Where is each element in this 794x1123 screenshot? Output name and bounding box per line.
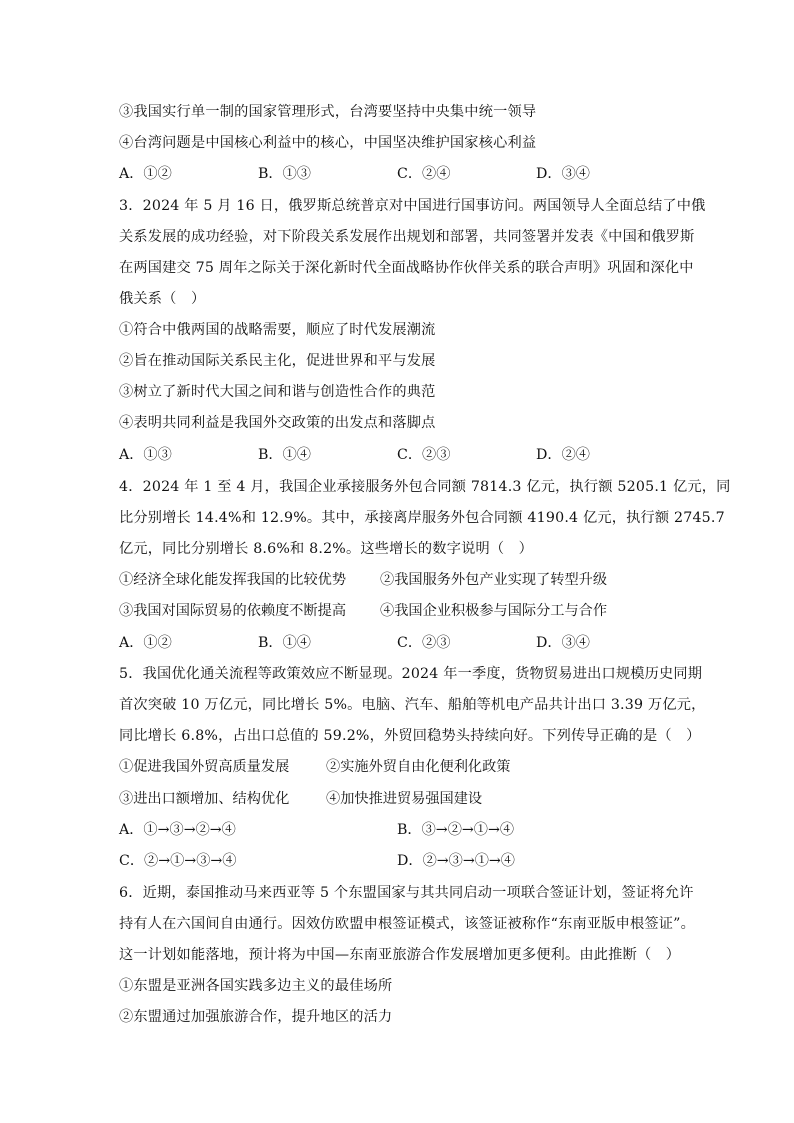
q5-option-b: B．③→②→①→④ (397, 822, 515, 838)
q4-stem-line-2: 比分别增长 14.4%和 12.9%。其中，承接离岸服务外包合同额 4190.4 亿元，执行额 2745.7 (119, 510, 725, 526)
q3-option-b: B．①④ (258, 447, 311, 463)
q4-option-c: C．②③ (397, 635, 451, 651)
q5-option-c: C．②→①→③→④ (119, 853, 237, 869)
q3-statement-3: ③树立了新时代大国之间和谐与创造性合作的典范 (119, 384, 436, 400)
q5-statement-3: ③进出口额增加、结构优化 (119, 791, 290, 807)
q3-statement-2: ②旨在推动国际关系民主化，促进世界和平与发展 (119, 353, 436, 369)
q2-option-c: C．②④ (397, 166, 451, 182)
q4-statement-1: ①经济全球化能发挥我国的比较优势 (119, 572, 347, 588)
q5-statement-2: ②实施外贸自由化便利化政策 (326, 759, 511, 775)
q5-statement-1: ①促进我国外贸高质量发展 (119, 759, 290, 775)
q3-option-c: C．②③ (397, 447, 451, 463)
q2-option-a: A．①② (119, 166, 172, 182)
q2-option-b: B．①③ (258, 166, 311, 182)
q5-statement-4: ④加快推进贸易强国建设 (326, 791, 483, 807)
q4-statement-3: ③我国对国际贸易的依赖度不断提高 (119, 603, 347, 619)
q3-stem-line-2: 关系发展的成功经验，对下阶段关系发展作出规划和部署，共同签署并发表《中国和俄罗斯 (119, 229, 695, 245)
q2-option-d: D．③④ (536, 166, 590, 182)
q3-option-d: D．②④ (536, 447, 590, 463)
q6-stem-line-1: 6．近期，泰国推动马来西亚等 5 个东盟国家与其共同启动一项联合签证计划，签证将允许 (119, 885, 694, 901)
q3-stem-line-4: 俄关系（ ） (119, 291, 206, 307)
q2-statement-3: ③我国实行单一制的国家管理形式，台湾要坚持中央集中统一领导 (119, 104, 537, 120)
q4-option-d: D．③④ (536, 635, 590, 651)
q6-statement-1: ①东盟是亚洲各国实践多边主义的最佳场所 (119, 978, 393, 994)
q5-stem-line-1: 5．我国优化通关流程等政策效应不断显现。2024 年一季度，货物贸易进出口规模历史同期 (119, 666, 703, 682)
q4-option-b: B．①④ (258, 635, 311, 651)
q4-stem-line-3: 亿元，同比分别增长 8.6%和 8.2%。这些增长的数字说明（ ） (119, 541, 534, 557)
q4-stem-line-1: 4．2024 年 1 至 4 月，我国企业承接服务外包合同额 7814.3 亿元，执行额 5205.1 亿元，同 (119, 479, 731, 495)
q3-statement-4: ④表明共同利益是我国外交政策的出发点和落脚点 (119, 415, 436, 431)
q3-stem-line-1: 3．2024 年 5 月 16 日，俄罗斯总统普京对中国进行国事访问。两国领导人全面总结了中俄 (119, 198, 706, 214)
q6-stem-line-2: 持有人在六国间自由通行。因效仿欧盟申根签证模式，该签证被称作“东南亚版申根签证”。 (119, 916, 696, 932)
q3-stem-line-3: 在两国建交 75 周年之际关于深化新时代全面战略协作伙伴关系的联合声明》巩固和深化中 (119, 260, 694, 276)
q6-stem-line-3: 这一计划如能落地，预计将为中国—东南亚旅游合作发展增加更多便利。由此推断（ ） (119, 947, 681, 963)
q3-statement-1: ①符合中俄两国的战略需要，顺应了时代发展潮流 (119, 322, 436, 338)
q5-option-d: D．②→③→①→④ (397, 853, 515, 869)
q2-statement-4: ④台湾问题是中国核心利益中的核心，中国坚决维护国家核心利益 (119, 135, 537, 151)
q4-option-a: A．①② (119, 635, 172, 651)
q4-statement-2: ②我国服务外包产业实现了转型升级 (380, 572, 608, 588)
q5-stem-line-3: 同比增长 6.8%，占出口总值的 59.2%，外贸回稳势头持续向好。下列传导正确的是（ ） (119, 728, 701, 744)
q6-statement-2: ②东盟通过加强旅游合作，提升地区的活力 (119, 1009, 393, 1025)
q5-option-a: A．①→③→②→④ (119, 822, 236, 838)
q3-option-a: A．①③ (119, 447, 172, 463)
q5-stem-line-2: 首次突破 10 万亿元，同比增长 5%。电脑、汽车、船舶等机电产品共计出口 3.39 万亿元， (119, 697, 706, 713)
q4-statement-4: ④我国企业积极参与国际分工与合作 (380, 603, 608, 619)
